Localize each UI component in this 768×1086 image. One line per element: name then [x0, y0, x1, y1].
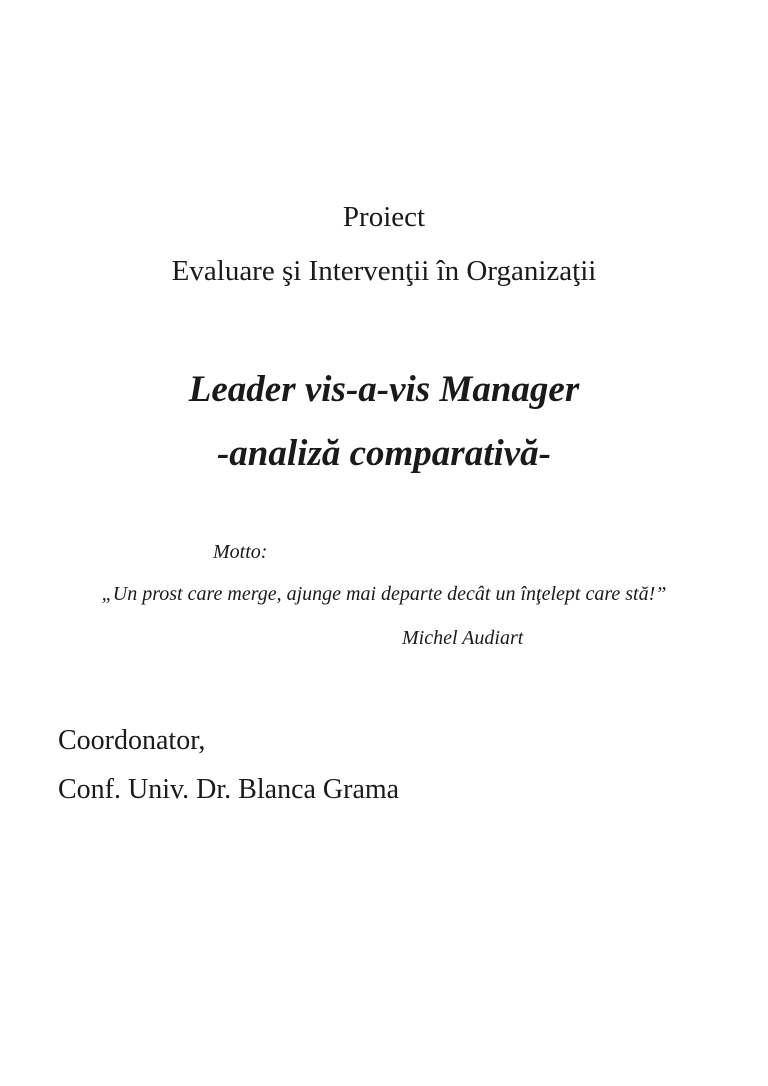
document-title: Leader vis-a-vis Manager: [188, 369, 580, 410]
document-subtitle: -analiză comparativă-: [216, 433, 551, 474]
motto-label: Motto:: [213, 541, 268, 563]
motto-author: Michel Audiart: [402, 627, 524, 649]
coordinator-name: Conf. Univ. Dr. Blanca Grama: [58, 774, 400, 805]
coordinator-label: Coordonator,: [58, 725, 206, 756]
course-name: Evaluare şi Intervenţii în Organizaţii: [171, 255, 597, 287]
motto-quote: „Un prost care merge, ajunge mai departe decât un înţelept care stă!”: [101, 583, 667, 605]
project-label: Proiect: [342, 201, 426, 233]
